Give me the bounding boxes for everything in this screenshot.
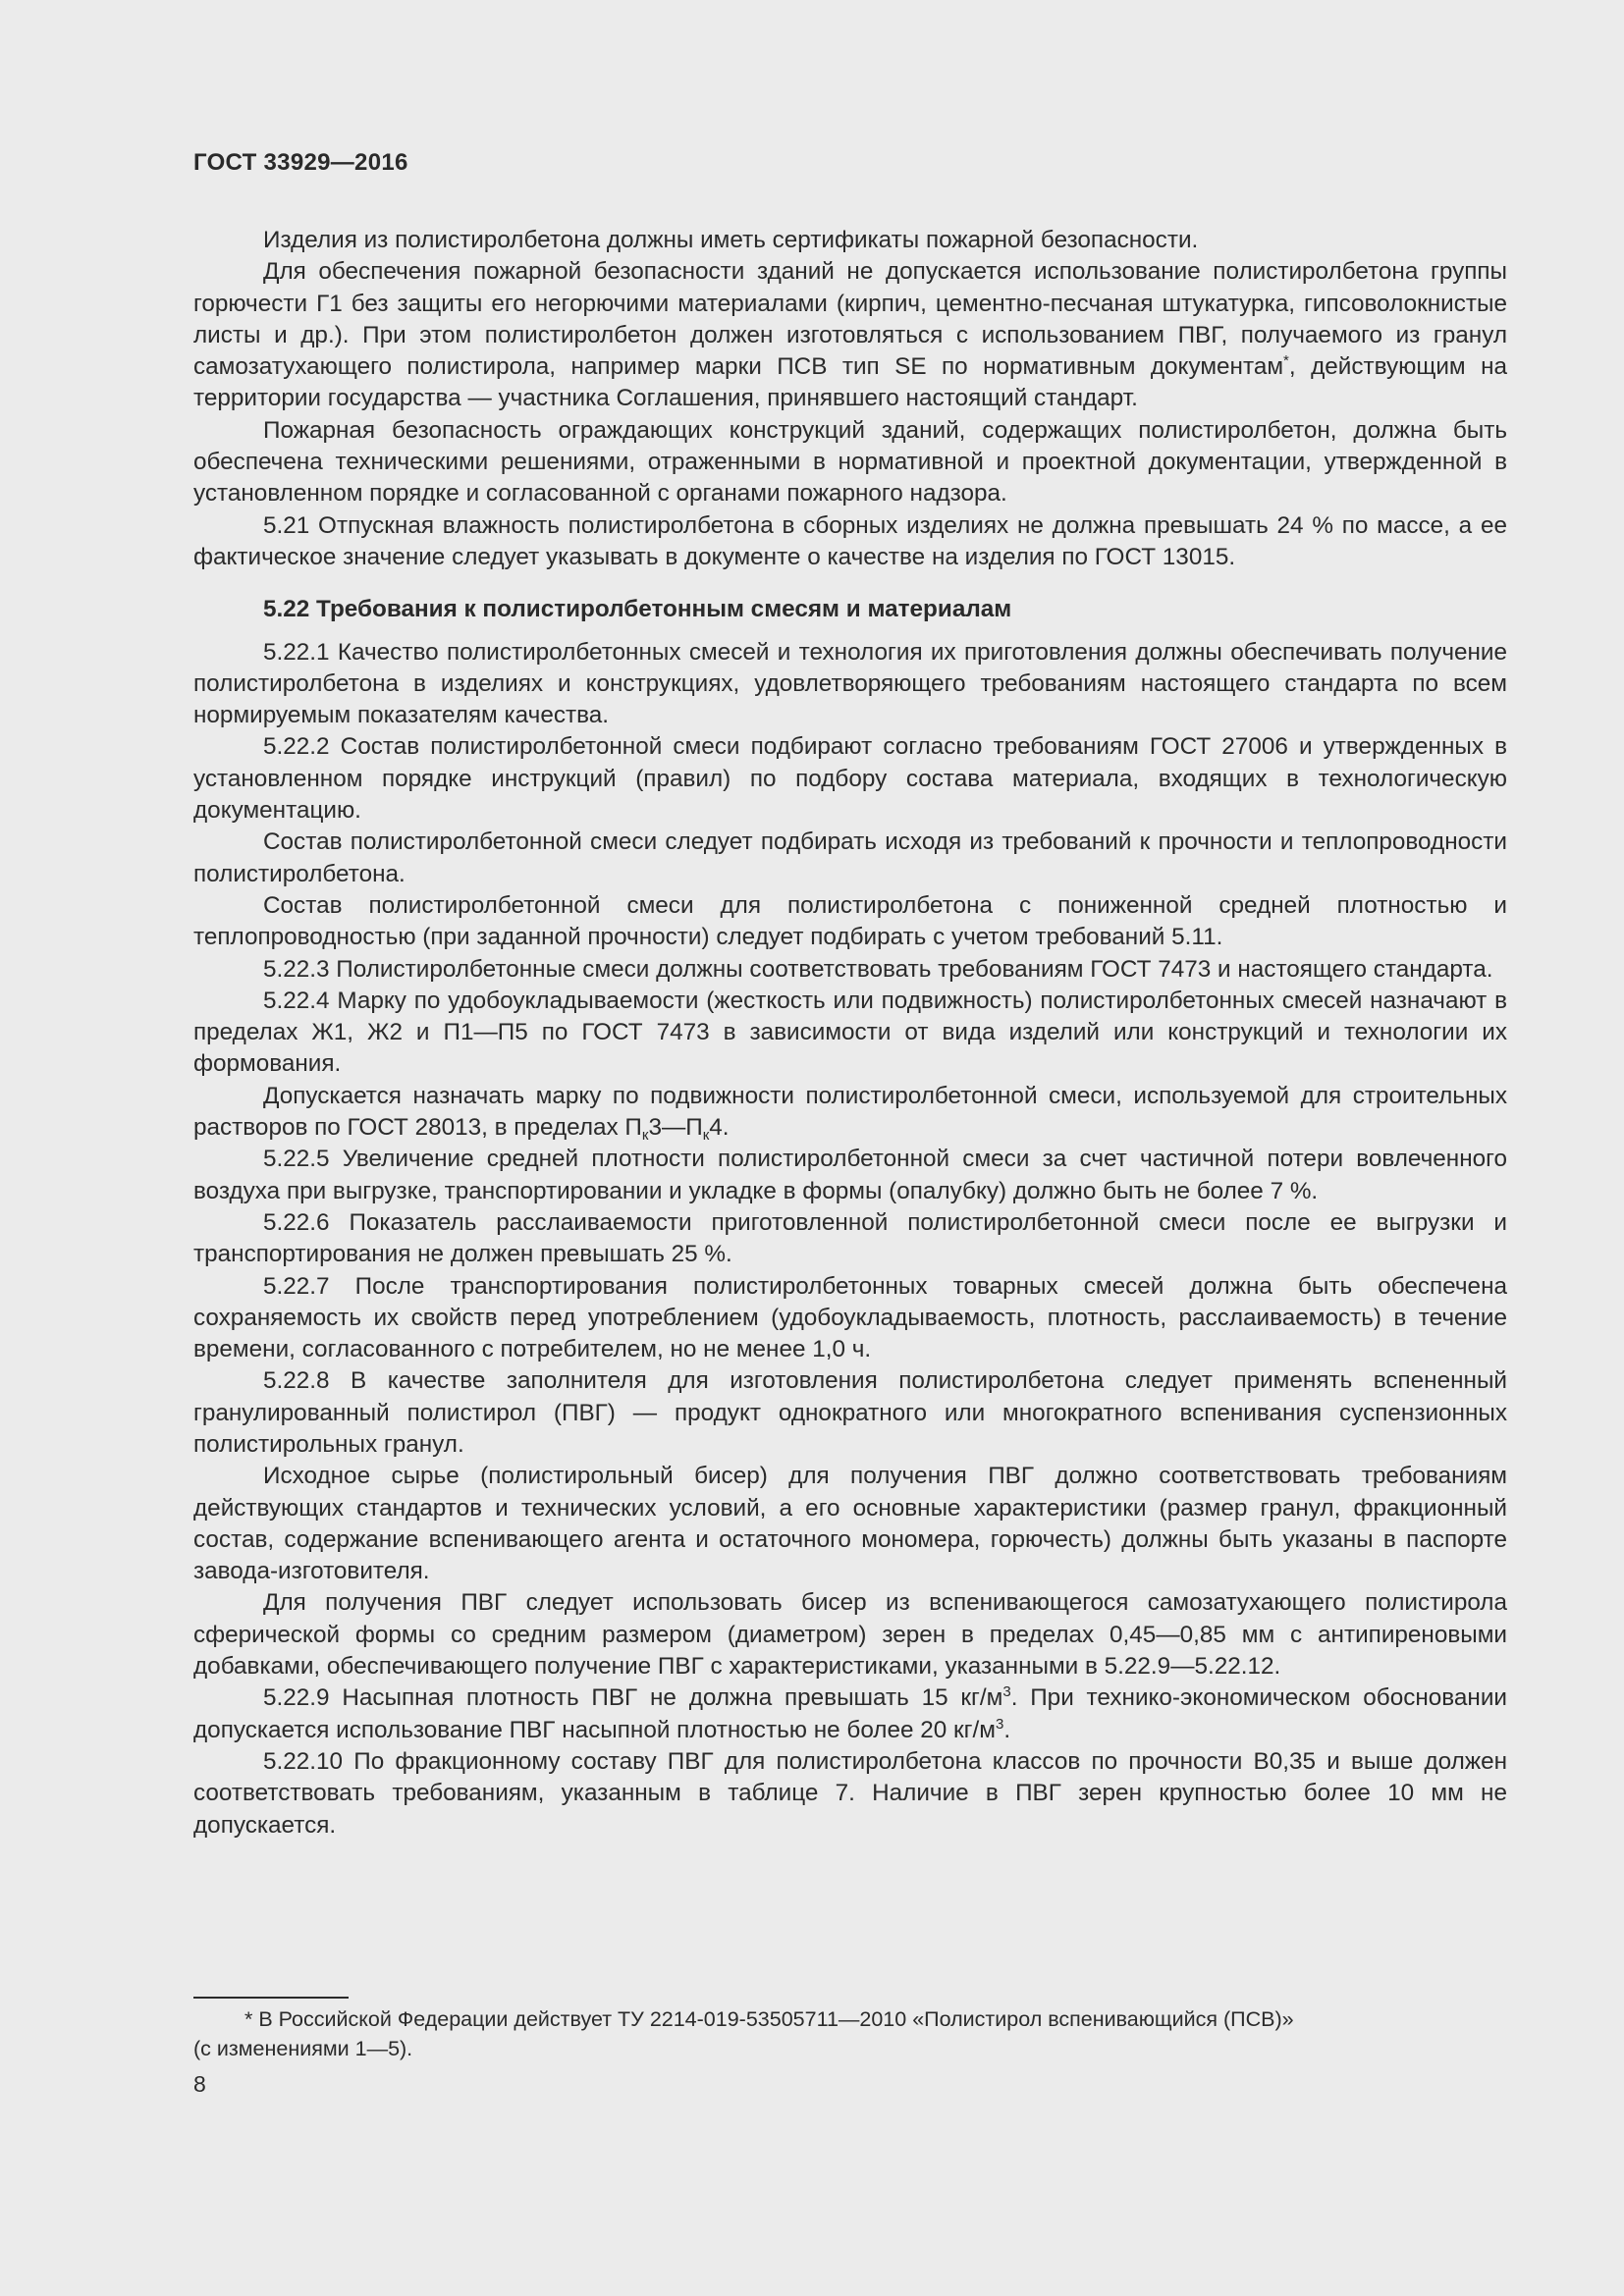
footnote-reference: * bbox=[1283, 352, 1289, 370]
paragraph: 5.21 Отпускная влажность полистиролбетона в сборных изделиях не должна превышать 24 % по массе, а ее фактическое значение следует указывать в документе о качестве на изделия по ГОСТ 13015. bbox=[193, 511, 1507, 570]
paragraph: Пожарная безопасность ограждающих конструкций зданий, содержащих полистиролбетон, должна быть обеспечена техническими решениями, отраженными в нормативной и проектной документации, утвержденной в установленном порядке и согласованной с органами пожарного надзора. bbox=[193, 416, 1507, 507]
paragraph: Для получения ПВГ следует использовать бисер из вспенивающегося самозатухающего полистирола сферической формы со средним размером (диаметром) зерен в пределах 0,45—0,85 мм с антипиреновыми добавками, обеспечивающего получение ПВГ с характеристиками, указанными в 5.22.9—5.22.12. bbox=[193, 1589, 1507, 1681]
superscript: 3 bbox=[1002, 1683, 1011, 1701]
paragraph-text: Допускается назначать марку по подвижности полистиролбетонной смеси, используемой для строительных растворов по ГОСТ 28013, в пределах bbox=[193, 1082, 1507, 1142]
paragraph-text: Для обеспечения пожарной безопасности зданий не допускается использование полистиролбетона группы горючести Г1 без защиты его негорючими материалами (кирпич, цементно-песчаная штукатурка, гипсоволокнистые листы и др.). При этом полистиролбетон должен изготовляться с использованием ПВГ, получаемого из гранул самозатухающего полистирола, например марки ПСВ тип SE по нормативным документам bbox=[193, 258, 1507, 381]
footnote bbox=[193, 2004, 1507, 2063]
superscript: 3 bbox=[995, 1715, 1004, 1733]
paragraph-text: . bbox=[1003, 1716, 1011, 1743]
subscript: к bbox=[641, 1127, 649, 1145]
paragraph: 5.22.7 После транспортирования полистиролбетонных товарных смесей должна быть обеспечена сохраняемость их свойств перед употреблением (удобоукладываемость, плотность, расслаиваемость) в течение времени, согласованного с потребителем, но не менее 1,0 ч. bbox=[193, 1272, 1507, 1363]
footnote-line: * В Российской Федерации действует ТУ 2214-019-53505711—2010 «Полистирол вспенивающийся (ПСВ)» bbox=[244, 2007, 1294, 2031]
paragraph: 5.22.1 Качество полистиролбетонных смесей и технология их приготовления должны обеспечивать получение полистиролбетона в изделиях и конструкциях, удовлетворяющего требованиям настоящего стандарта по всем нормируемым показателям качества. bbox=[193, 638, 1507, 729]
paragraph-text: . При технико-экономическом обосновании допускается использование ПВГ насыпной плотностью не более 20 кг/м bbox=[193, 1684, 1507, 1743]
paragraph: Изделия из полистиролбетона должны иметь сертификаты пожарной безопасности. bbox=[263, 227, 1199, 253]
symbol: П bbox=[685, 1114, 703, 1142]
footnote-line: (с изменениями 1—5). bbox=[193, 2037, 413, 2060]
paragraph bbox=[193, 1081, 1507, 1145]
paragraph: 5.22.6 Показатель расслаиваемости приготовленной полистиролбетонной смеси после ее выгрузки и транспортирования не должен превышать 25 %. bbox=[193, 1208, 1507, 1268]
document-body bbox=[193, 225, 1507, 1842]
paragraph: 5.22.4 Марку по удобоукладываемости (жесткость или подвижность) полистиролбетонных смесей назначают в пределах Ж1, Ж2 и П1—П5 по ГОСТ 7473 в зависимости от вида изделий или конструкций и технологии их формования. bbox=[193, 987, 1507, 1078]
symbol: П bbox=[624, 1114, 642, 1142]
section-heading: 5.22 Требования к полистиролбетонным смесям и материалам bbox=[263, 596, 1012, 623]
page-number: 8 bbox=[193, 2071, 206, 2097]
footnote-separator bbox=[193, 1997, 349, 1999]
paragraph: 5.22.8 В качестве заполнителя для изготовления полистиролбетона следует применять вспененный гранулированный полистирол (ПВГ) — продукт однократного или многократного вспенивания суспензионных полистирольных гранул. bbox=[193, 1367, 1507, 1458]
document-header: ГОСТ 33929—2016 bbox=[193, 149, 408, 176]
paragraph: Состав полистиролбетонной смеси для полистиролбетона с пониженной средней плотностью и теплопроводностью (при заданной прочности) следует подбирать с учетом требований 5.11. bbox=[193, 891, 1507, 951]
paragraph-text: 3— bbox=[648, 1114, 686, 1142]
paragraph: 5.22.10 По фракционному составу ПВГ для полистиролбетона классов по прочности В0,35 и выше должен соответствовать требованиям, указанным в таблице 7. Наличие в ПВГ зерен крупностью более 10 мм не допускается. bbox=[193, 1747, 1507, 1839]
paragraph: Состав полистиролбетонной смеси следует подбирать исходя из требований к прочности и теплопроводности полистиролбетона. bbox=[193, 828, 1507, 887]
paragraph bbox=[193, 256, 1507, 414]
paragraph-text: 5.22.9 Насыпная плотность ПВГ не должна превышать 15 кг/м bbox=[263, 1684, 1003, 1712]
subscript: к bbox=[702, 1127, 710, 1145]
paragraph-text: 4. bbox=[709, 1114, 730, 1142]
paragraph: Исходное сырье (полистирольный бисер) для получения ПВГ должно соответствовать требованиям действующих стандартов и технических условий, а его основные характеристики (размер гранул, фракционный состав, содержание вспенивающего агента и остаточного мономера, горючесть) должны быть указаны в паспорте завода-изготовителя. bbox=[193, 1463, 1507, 1585]
paragraph: 5.22.2 Состав полистиролбетонной смеси подбирают согласно требованиям ГОСТ 27006 и утвержденных в установленном порядке инструкций (правил) по подбору состава материала, входящих в технологическую документацию. bbox=[193, 733, 1507, 825]
paragraph: 5.22.3 Полистиролбетонные смеси должны соответствовать требованиям ГОСТ 7473 и настоящего стандарта. bbox=[263, 955, 1493, 983]
paragraph: 5.22.5 Увеличение средней плотности полистиролбетонной смеси за счет частичной потери вовлеченного воздуха при выгрузке, транспортировании и укладке в формы (опалубку) должно быть не более 7 %. bbox=[193, 1146, 1507, 1204]
paragraph bbox=[193, 1682, 1507, 1746]
paragraph-text: , действующим на территории государства — участника Соглашения, принявшего настоящий стандарт. bbox=[193, 353, 1507, 412]
